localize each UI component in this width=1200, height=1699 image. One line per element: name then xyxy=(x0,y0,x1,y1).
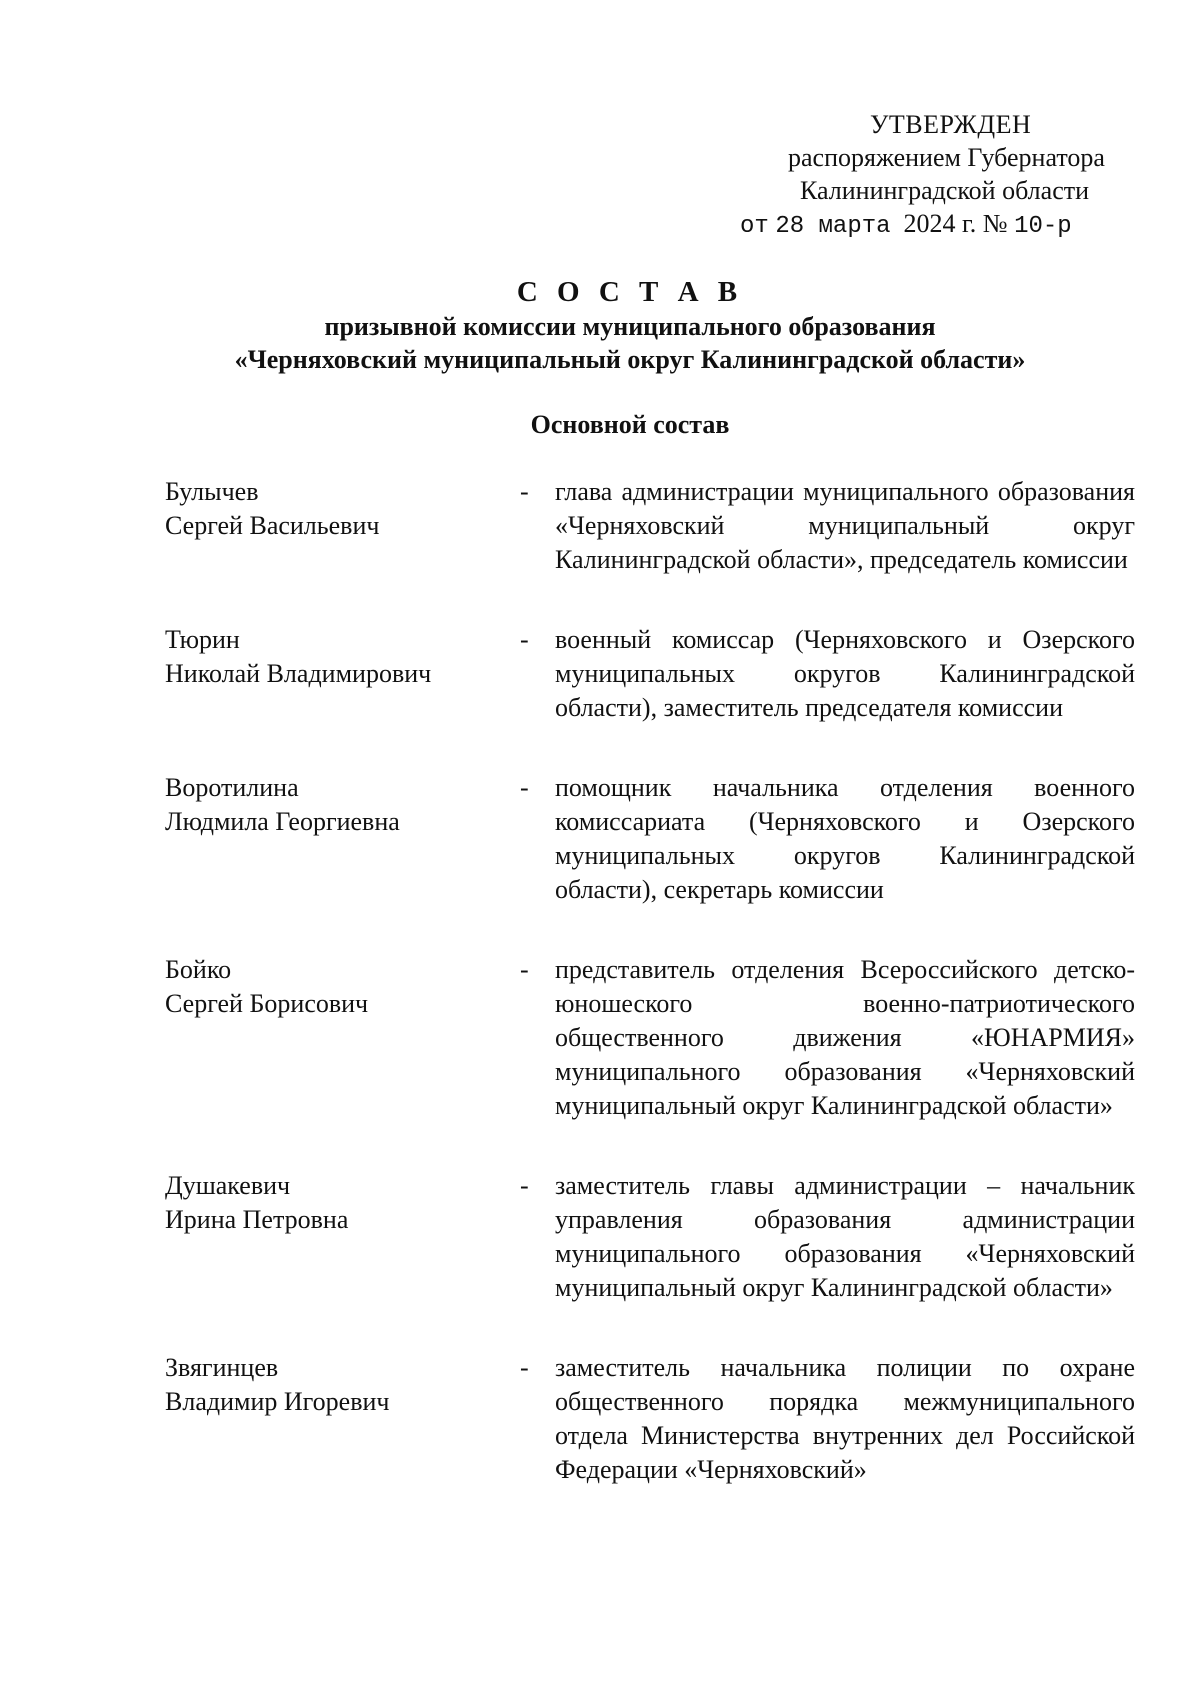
date-value: 28 марта xyxy=(775,213,891,240)
member-role: военный комиссар (Черняховского и Озерского муниципальных округов Калининградской области), заместитель председателя комиссии xyxy=(555,625,1135,722)
approval-date xyxy=(740,207,1140,243)
member-surname: Звягинцев xyxy=(165,1353,279,1382)
member-given-names: Сергей Борисович xyxy=(165,989,369,1018)
document-title: С О С Т А В xyxy=(516,276,744,308)
date-prefix: от xyxy=(740,213,769,240)
member-dash: - xyxy=(520,625,529,654)
member-given-names: Ирина Петровна xyxy=(165,1205,349,1234)
member-given-names: Владимир Игоревич xyxy=(165,1387,390,1416)
member-role: заместитель начальника полиции по охране общественного порядка межмуниципального отдела Министерства внутренних дел Российской Федерации «Черняховский» xyxy=(555,1353,1135,1484)
member-row xyxy=(165,771,1145,907)
member-surname: Воротилина xyxy=(165,773,299,802)
member-row xyxy=(165,623,1145,725)
document-heading xyxy=(0,274,1200,376)
member-row xyxy=(165,953,1145,1123)
order-number: 10-р xyxy=(1014,213,1072,240)
member-name xyxy=(165,953,520,1123)
approval-by: распоряжением Губернатора xyxy=(788,143,1105,172)
member-dash: - xyxy=(520,955,529,984)
member-surname: Бойко xyxy=(165,955,232,984)
approval-region: Калининградской области xyxy=(800,176,1090,205)
member-name xyxy=(165,623,520,725)
member-row xyxy=(165,475,1145,577)
member-name xyxy=(165,475,520,577)
approval-title: УТВЕРЖДЕН xyxy=(870,110,1032,139)
member-given-names: Николай Владимирович xyxy=(165,659,432,688)
member-role: представитель отделения Всероссийского детско-юношеского военно-патриотического общественного движения «ЮНАРМИЯ» муниципального образования «Черняховский муниципальный округ Калининградской области» xyxy=(555,955,1135,1120)
member-role: глава администрации муниципального образования «Черняховский муниципальный округ Калининградской области», председатель комиссии xyxy=(555,477,1135,574)
member-name xyxy=(165,771,520,907)
document-subtitle-line2: «Черняховский муниципальный округ Калининградской области» xyxy=(234,345,1026,374)
member-dash: - xyxy=(520,477,529,506)
members-list xyxy=(165,475,1145,1487)
member-role: помощник начальника отделения военного комиссариата (Черняховского и Озерского муниципальных округов Калининградской области), секретарь комиссии xyxy=(555,773,1135,904)
member-row xyxy=(165,1169,1145,1305)
member-given-names: Людмила Георгиевна xyxy=(165,807,400,836)
section-title: Основной состав xyxy=(530,410,730,439)
member-surname: Душакевич xyxy=(165,1171,291,1200)
member-name xyxy=(165,1169,520,1305)
approval-block xyxy=(700,108,1140,243)
member-role: заместитель главы администрации – начальник управления образования администрации муниципального образования «Черняховский муниципальный округ Калининградской области» xyxy=(555,1171,1135,1302)
document-subtitle-line1: призывной комиссии муниципального образования xyxy=(324,312,936,341)
member-name xyxy=(165,1351,520,1487)
member-dash: - xyxy=(520,773,529,802)
member-dash: - xyxy=(520,1171,529,1200)
member-surname: Тюрин xyxy=(165,625,240,654)
member-dash: - xyxy=(520,1353,529,1382)
member-surname: Булычев xyxy=(165,477,259,506)
number-sign: № xyxy=(982,209,1008,238)
date-year: 2024 г. xyxy=(903,209,977,238)
member-row xyxy=(165,1351,1145,1487)
member-given-names: Сергей Васильевич xyxy=(165,511,380,540)
